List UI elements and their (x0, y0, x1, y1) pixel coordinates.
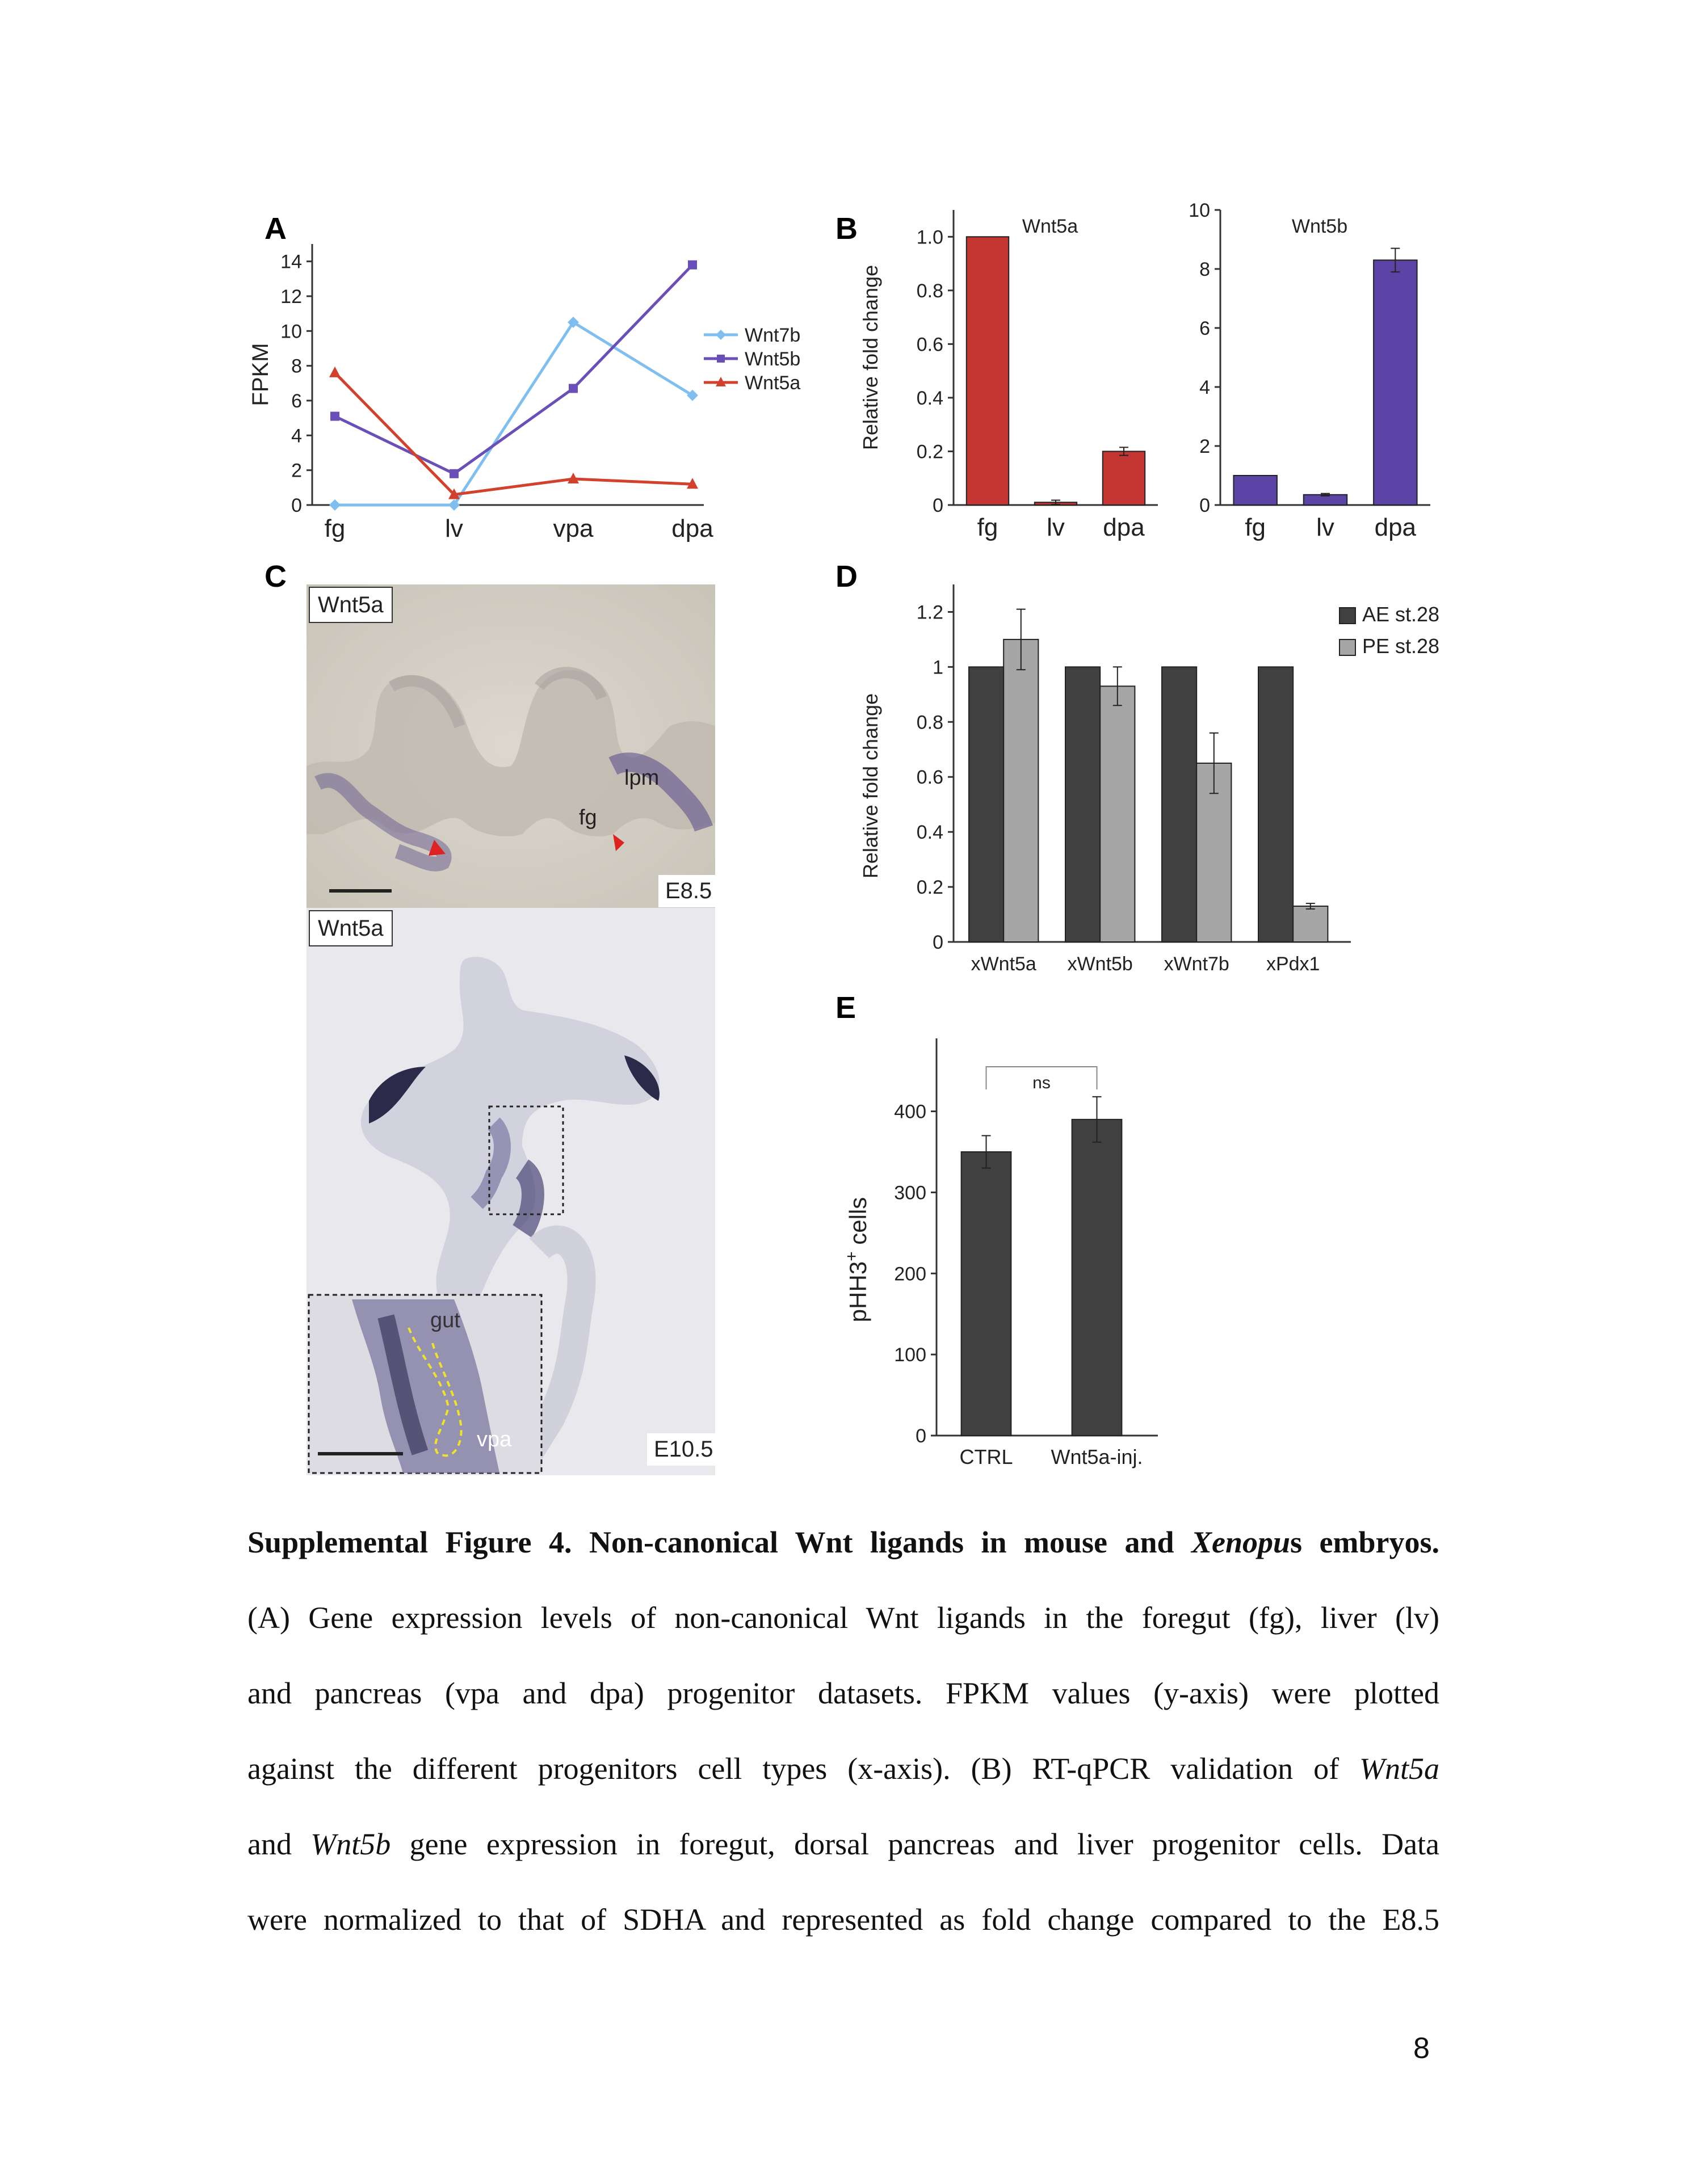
y-tick-label: 0 (933, 495, 943, 516)
caption-title-italic: Xenopu (1191, 1525, 1291, 1559)
bar-xPdx1-ae (1258, 667, 1293, 942)
x-tick-label: xWnt7b (1164, 953, 1229, 975)
y-tick-label: 0.4 (916, 387, 943, 409)
y-tick-label: 100 (894, 1344, 926, 1366)
y-tick-label: 14 (280, 251, 302, 273)
panel-label-e: E (835, 991, 856, 1025)
page-number: 8 (1413, 2032, 1430, 2065)
caption-line4-italic: Wnt5a (1359, 1752, 1439, 1786)
legend-label: Wnt5a (745, 372, 801, 394)
data-point (450, 469, 459, 478)
bar-xWnt5b-ae (1065, 667, 1100, 942)
legend-swatch (1340, 639, 1355, 655)
caption-line (247, 1731, 1439, 1807)
y-tick-label: 0.4 (916, 822, 943, 844)
figure-caption (247, 1505, 1439, 1958)
caption-title-rest-1: . Non-canonical Wnt ligands in mouse and (564, 1525, 1191, 1559)
bar-wnt5a-inj. (1072, 1120, 1122, 1436)
y-tick-label: 4 (1199, 377, 1210, 398)
x-tick-label: fg (324, 515, 346, 542)
y-tick-label: 0 (291, 495, 302, 516)
bar-xPdx1-pe (1293, 906, 1328, 942)
y-tick-label: 0.2 (916, 441, 943, 463)
x-tick-label: Wnt5a-inj. (1051, 1445, 1143, 1468)
legend-label: AE st.28 (1362, 603, 1440, 626)
bar-fg (1233, 475, 1277, 505)
legend-marker (717, 355, 725, 363)
y-axis-label: Relative fold change (859, 693, 882, 879)
y-tick-label: 4 (291, 425, 302, 447)
panel-b-wnt5a-bar-chart (840, 193, 1169, 556)
y-tick-label: 2 (291, 460, 302, 482)
caption-line5-pre: and (247, 1827, 311, 1861)
y-tick-label: 0 (933, 932, 943, 953)
panel-label-d: D (835, 559, 858, 594)
y-tick-label: 200 (894, 1263, 926, 1285)
y-tick-label: 0.8 (916, 712, 943, 734)
label-lpm: lpm (624, 766, 660, 790)
bar-dpa (1374, 260, 1417, 505)
legend-label: PE st.28 (1362, 634, 1440, 658)
caption-line5-italic: Wnt5b (310, 1827, 391, 1861)
caption-title (247, 1505, 1439, 1580)
x-tick-label: CTRL (959, 1445, 1013, 1468)
label-fg: fg (579, 806, 597, 830)
legend-label: Wnt7b (745, 325, 801, 346)
y-tick-label: 8 (291, 355, 302, 377)
y-tick-label: 0.8 (916, 280, 943, 302)
panel-label-c: C (264, 559, 287, 594)
panel-label-a: A (264, 212, 287, 246)
x-tick-label: dpa (1374, 514, 1417, 541)
caption-line: and pancreas (vpa and dpa) progenitor datasets. FPKM values (y-axis) were plotted (247, 1676, 1439, 1710)
x-tick-label: vpa (553, 515, 594, 542)
x-tick-label: xWnt5b (1067, 953, 1133, 975)
legend-swatch (1340, 608, 1355, 624)
caption-line4-pre: against the different progenitors cell types (x-axis). (B) RT-qPCR validation of (247, 1752, 1359, 1786)
chart-title: Wnt5a (1022, 216, 1078, 237)
y-tick-label: 2 (1199, 436, 1210, 457)
panel-e-bar-chart (840, 1016, 1203, 1470)
series-line-wnt7b (335, 322, 692, 505)
y-axis-label: FPKM (248, 343, 273, 406)
y-tick-label: 1.0 (916, 226, 943, 249)
y-tick-label: 0.6 (916, 334, 943, 356)
panel-label-b: B (835, 212, 858, 246)
caption-line (247, 1807, 1439, 1882)
y-tick-label: 1.2 (916, 601, 943, 624)
y-tick-label: 1 (933, 657, 943, 679)
bar-xWnt7b-ae (1162, 667, 1196, 942)
significance-label: ns (1032, 1074, 1051, 1092)
data-point (329, 499, 341, 511)
micrograph-e8-5 (306, 584, 715, 908)
panel-d-grouped-bar-chart (840, 573, 1453, 982)
micrograph-e10-5 (306, 908, 715, 1475)
x-tick-label: fg (1245, 514, 1266, 541)
y-tick-label: 8 (1199, 259, 1210, 280)
x-tick-label: lv (445, 515, 463, 542)
y-tick-label: 6 (291, 390, 302, 412)
bar-xWnt5a-pe (1003, 639, 1038, 942)
data-point (569, 384, 578, 393)
data-point (688, 260, 697, 270)
caption-title-rest-2: s embryos. (1290, 1525, 1439, 1559)
y-tick-label: 10 (1189, 200, 1210, 221)
y-tick-label: 0.2 (916, 877, 943, 899)
caption-line5-post: gene expression in foregut, dorsal pancreas and liver progenitor cells. Data (390, 1827, 1440, 1861)
gene-label-bottom: Wnt5a (309, 910, 393, 946)
bar-fg (967, 237, 1009, 505)
data-point (330, 412, 339, 421)
y-tick-label: 0 (916, 1425, 926, 1447)
x-tick-label: lv (1316, 514, 1334, 541)
micrograph-e8-5-tissue (306, 584, 715, 908)
bar-dpa (1103, 451, 1145, 505)
x-tick-label: xPdx1 (1266, 953, 1320, 975)
caption-title-bold: Supplemental Figure 4 (247, 1525, 564, 1559)
data-point (329, 367, 341, 377)
x-tick-label: lv (1047, 514, 1065, 541)
gene-label-top: Wnt5a (309, 587, 393, 623)
y-axis-label: pHH3+ cells (842, 1197, 871, 1323)
panel-a-line-chart (238, 227, 806, 562)
caption-line: were normalized to that of SDHA and represented as fold change compared to the E8.5 (247, 1903, 1439, 1937)
stage-label-e10-5: E10.5 (647, 1433, 715, 1466)
panel-b-wnt5b-bar-chart (1158, 193, 1442, 556)
x-tick-label: fg (977, 514, 998, 541)
y-tick-label: 0.6 (916, 767, 943, 789)
bar-xWnt5b-pe (1100, 686, 1135, 942)
y-tick-label: 300 (894, 1182, 926, 1204)
y-tick-label: 6 (1199, 318, 1210, 339)
bar-xWnt5a-ae (969, 667, 1003, 942)
x-tick-label: dpa (671, 515, 713, 542)
x-tick-label: xWnt5a (971, 953, 1036, 975)
label-vpa: vpa (477, 1428, 512, 1451)
y-tick-label: 0 (1199, 495, 1210, 516)
caption-line: (A) Gene expression levels of non-canonical Wnt ligands in the foregut (fg), liver (lv) (247, 1601, 1439, 1635)
micrograph-e10-5-tissue (306, 908, 715, 1475)
series-line-wnt5a (335, 373, 692, 495)
legend-label: Wnt5b (745, 348, 801, 370)
y-tick-label: 400 (894, 1101, 926, 1123)
label-gut: gut (430, 1308, 460, 1332)
y-tick-label: 10 (280, 321, 302, 343)
stage-label-e8-5: E8.5 (658, 875, 715, 907)
x-tick-label: dpa (1103, 514, 1145, 541)
y-axis-label: Relative fold change (859, 264, 882, 451)
bar-ctrl (961, 1152, 1011, 1436)
chart-title: Wnt5b (1291, 216, 1348, 237)
series-line-wnt5b (335, 265, 692, 474)
legend-marker (716, 330, 726, 340)
y-tick-label: 12 (280, 286, 302, 308)
